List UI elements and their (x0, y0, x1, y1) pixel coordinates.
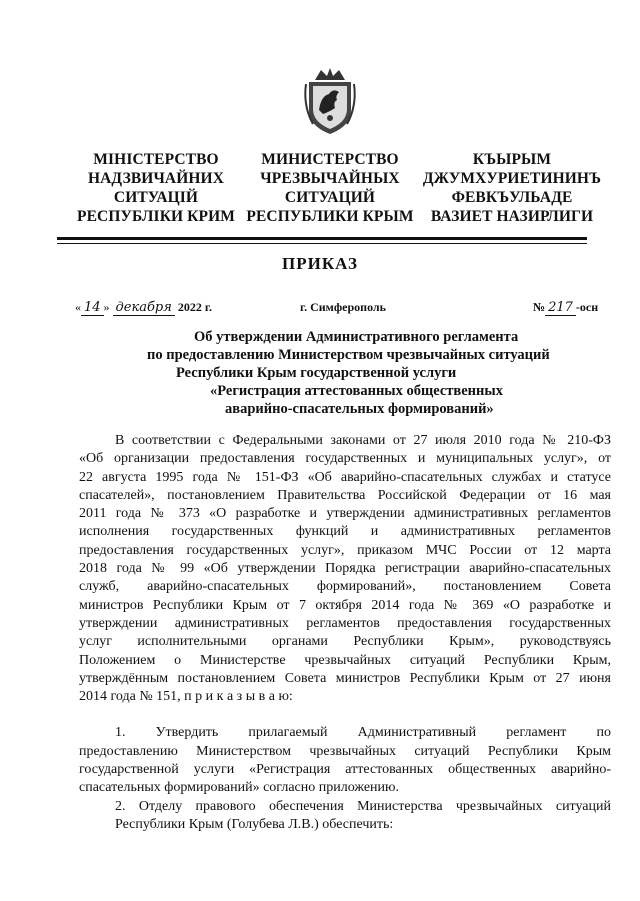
header-divider-thin (57, 243, 587, 244)
subject-line: по предоставлению Министерством чрезвычайных ситуаций (147, 347, 550, 363)
coat-of-arms-icon (303, 66, 357, 136)
body-line: Республики Крым (Голубева Л.В.) обеспечить: (115, 816, 394, 832)
body-line: исполнения государственных функций и административных регламентов (79, 524, 611, 540)
header-line: ДЖУМХУРИЕТИНИНЪ (422, 170, 602, 187)
date-year: 2022 г. (177, 300, 212, 314)
header-line: КЪЫРЫМ (472, 151, 552, 168)
body-line: услуг исполнительными органами Республики Крым», руководствуясь (79, 634, 611, 650)
body-line: предоставления государственных услуг», приказом МЧС России от 12 марта (79, 542, 611, 558)
body-line: утверждённым постановлением Совета министров Республики Крым от 27 июня (79, 670, 611, 686)
order-item-1 (79, 724, 611, 797)
body-line: 2014 года № 151, п р и к а з ы в а ю: (79, 689, 293, 705)
ministry-name-ukrainian (56, 150, 256, 226)
order-date (75, 300, 212, 316)
subject-line: аварийно-спасательных формирований» (225, 401, 494, 417)
header-line: СИТУАЦІЙ (113, 189, 199, 206)
date-open-quote: « (75, 300, 81, 314)
body-line: 1. Утвердить прилагаемый Административный регламент по (115, 725, 611, 741)
body-line: предоставлению Министерством чрезвычайных ситуаций Республики Крым (79, 743, 611, 759)
header-divider-thick (57, 237, 587, 240)
number-prefix: № (533, 300, 546, 314)
subject-line: Об утверждении Административного регламента (194, 329, 519, 345)
body-line: служб, аварийно-спасательных формирований», постановлением Совета (79, 579, 611, 595)
header-line: ВАЗИЕТ НАЗИРЛИГИ (430, 208, 594, 225)
body-line: В соответствии с Федеральными законами от 27 июля 2010 года № 210-ФЗ (115, 433, 611, 448)
document-type-title: ПРИКАЗ (282, 254, 358, 273)
header-line: СИТУАЦИЙ (284, 189, 376, 206)
number-suffix: -осн (575, 300, 599, 314)
header-line: НАДЗВИЧАЙНИХ (87, 170, 224, 187)
date-month: декабря (113, 300, 175, 316)
body-line: 2. Отделу правового обеспечения Министерства чрезвычайных ситуаций (115, 798, 611, 814)
order-number (533, 300, 598, 316)
order-subject (0, 328, 640, 418)
body-line: 2011 года № 373 «О разработке и утверждении административных регламентов (79, 506, 611, 522)
header-line: МІНІСТЕРСТВО (93, 151, 219, 168)
subject-line: Республики Крым государственной услуги (176, 365, 457, 381)
order-city: г. Симферополь (300, 300, 386, 314)
date-close-quote: » (103, 300, 110, 314)
body-line: спасательных формирований» согласно приложению. (79, 780, 400, 796)
body-line: «Об организации предоставления государственных и муниципальных услуг», от (79, 451, 611, 467)
number-value: 217 (545, 300, 576, 316)
body-line: государственной услуги «Регистрация аттестованных общественных аварийно- (79, 762, 611, 778)
ministry-name-russian (230, 150, 430, 226)
body-line: спасателей», постановлением Правительства Российской Федерации от 16 мая (79, 487, 611, 503)
order-item-2 (79, 798, 611, 835)
body-line: утверждении административных регламентов предоставления государственных (79, 615, 611, 631)
ministry-name-crimean-tatar (412, 150, 612, 226)
order-body (79, 432, 611, 834)
subject-line: «Регистрация аттестованных общественных (210, 383, 503, 399)
header-line: МИНИСТЕРСТВО (261, 151, 399, 168)
header-line: ФЕВКЪУЛЬАДЕ (451, 189, 573, 206)
preamble-paragraph (79, 432, 611, 706)
date-day: 14 (81, 300, 104, 316)
body-line: министров Республики Крым от 7 октября 2014 года № 369 «О разработке и (79, 597, 611, 613)
header-line: РЕСПУБЛІКИ КРИМ (77, 208, 235, 225)
header-line: ЧРЕЗВЫЧАЙНЫХ (260, 170, 400, 187)
body-line: 2018 года № 99 «Об утверждении Порядка регистрации аварийно-спасательных (79, 561, 611, 577)
body-line: 22 августа 1995 года № 151-ФЗ «Об аварийно-спасательных службах и статусе (79, 469, 611, 485)
header-line: РЕСПУБЛИКИ КРЫМ (246, 208, 414, 225)
body-line: Положением о Министерстве чрезвычайных ситуаций Республики Крым, (79, 652, 611, 668)
